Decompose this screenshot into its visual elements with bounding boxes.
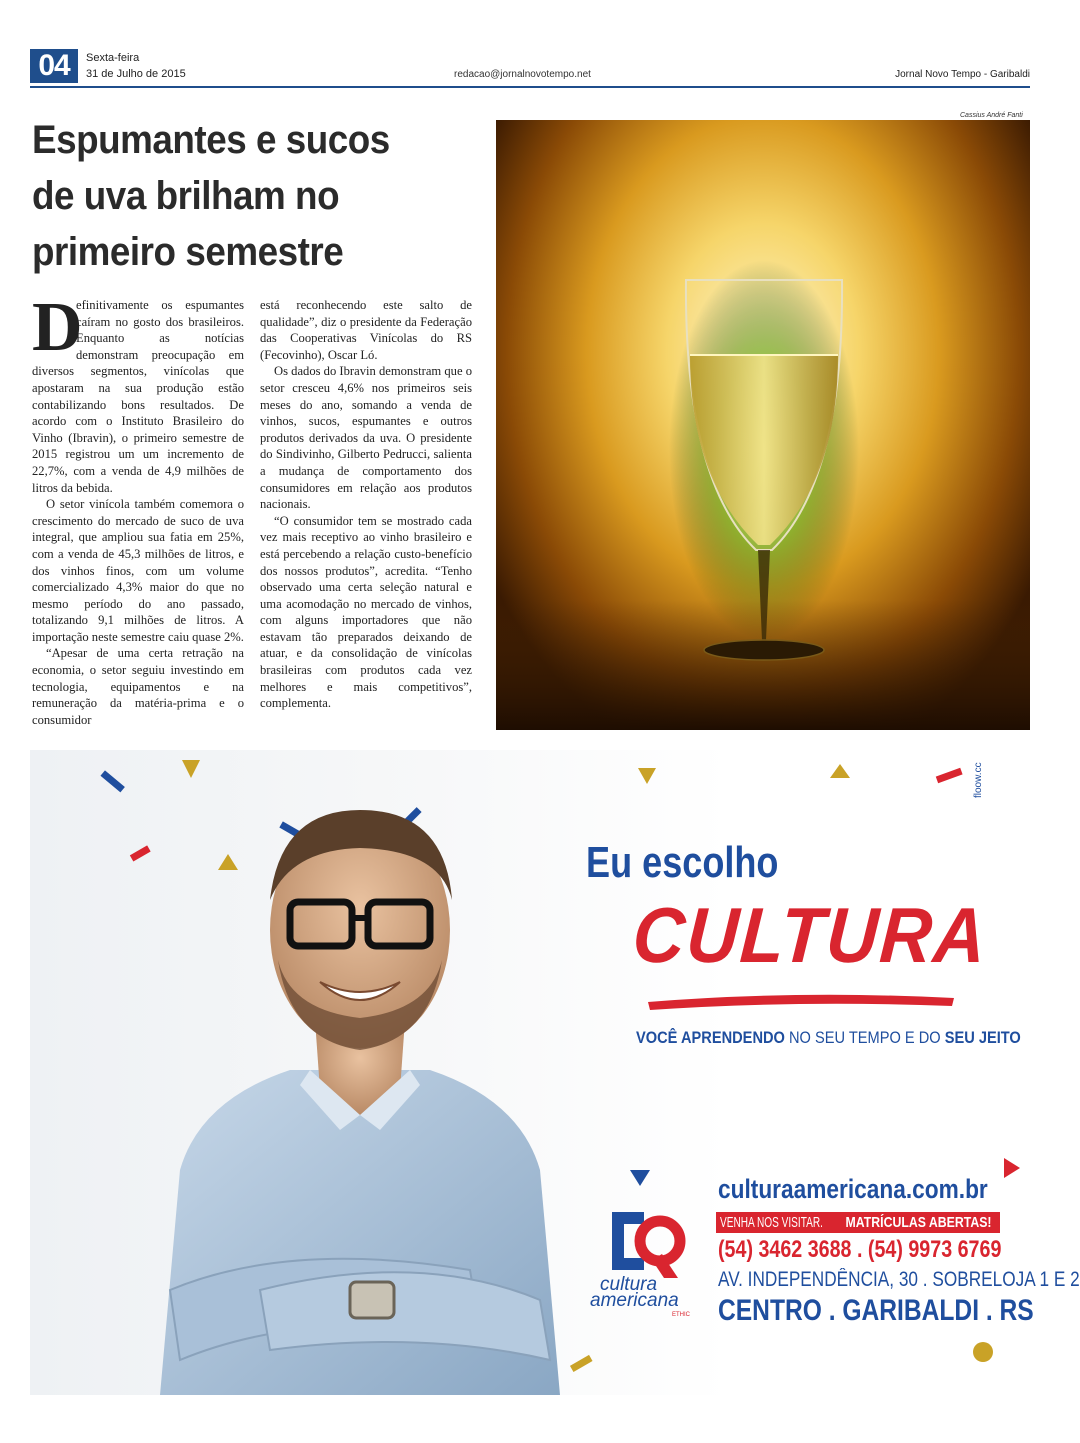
ad-city: CENTRO . GARIBALDI . RS bbox=[718, 1294, 1034, 1327]
logo-text: americana bbox=[590, 1290, 679, 1311]
ad-visit-banner bbox=[716, 1212, 1000, 1233]
champagne-glass-photo bbox=[496, 120, 1030, 730]
ad-tagline bbox=[636, 1028, 1021, 1048]
header-paper-name: Jornal Novo Tempo - Garibaldi bbox=[895, 69, 1030, 80]
article-paragraph: Os dados do Ibravin demonstram que o setor cresceu 4,6% nos primeiros seis meses do ano, somando a venda de vinhos, sucos, espumantes e outros produtos derivados da uva. O presidente do Sindivinho, Gilberto Pedrucci, salienta a mudança de comportamento dos consumidores em relação aos produtos nacionais. bbox=[260, 364, 472, 512]
article-paragraph: “Apesar de uma certa retração na economia, o setor seguiu investindo em tecnologia, equipamentos e na remuneração da matéria-prima e o consumidor bbox=[32, 646, 244, 727]
drop-cap: D bbox=[32, 289, 83, 366]
photo-credit: Cassius André Fanti bbox=[960, 112, 1023, 119]
tagline-part: NO SEU TEMPO E DO bbox=[784, 1028, 945, 1047]
logo-text: cultura bbox=[600, 1274, 658, 1295]
headline-line: de uva brilham no bbox=[32, 174, 340, 218]
article-paragraph: “O consumidor tem se mostrado cada vez mais receptivo ao vinho brasileiro e está percebendo a relação custo-benefício dos nossos produtos”, acredita. “Tenho observado uma certa seleção natural e uma acomodação no mercado de vinhos, com alguns importadores que não estavam tão preparados deixando de atuar, e da consolidação de vinícolas brasileiras com produtos cada vez melhores e mais competitivos”, complementa. bbox=[260, 513, 472, 711]
header-weekday: Sexta-feira bbox=[86, 52, 140, 64]
article-column-1 bbox=[32, 289, 244, 728]
smiling-man-photo bbox=[140, 770, 580, 1395]
header-rule bbox=[30, 86, 1030, 88]
tagline-part: SEU JEITO bbox=[944, 1028, 1021, 1047]
page-header bbox=[30, 46, 1030, 90]
champagne-glass-illustration bbox=[496, 120, 1030, 730]
agency-credit: floow.cc bbox=[973, 762, 984, 798]
logo-subtext: ETHIC bbox=[672, 1312, 690, 1318]
article-column-2 bbox=[260, 297, 472, 712]
headline-line: Espumantes e sucos bbox=[32, 118, 390, 162]
article-paragraph: está reconhecendo este salto de qualidade”, diz o presidente da Federação das Cooperativas Vinícolas do RS (Fecovinho), Oscar Ló. bbox=[260, 298, 472, 362]
ad-address: AV. INDEPENDÊNCIA, 30 . SOBRELOJA 1 E 2 bbox=[718, 1268, 1080, 1291]
ad-headline: Eu escolho bbox=[586, 838, 779, 887]
visit-text: MATRÍCULAS ABERTAS! bbox=[845, 1214, 992, 1231]
ad-website[interactable]: culturaamericana.com.br bbox=[718, 1174, 988, 1204]
cultura-americana-ad[interactable] bbox=[30, 750, 1080, 1395]
tagline-part: VOCÊ APRENDENDO bbox=[636, 1028, 785, 1047]
brush-underline bbox=[646, 990, 956, 1012]
article-paragraph: O setor vinícola também comemora o crescimento do mercado de suco de uva integral, que ampliou sua fatia em 25%, com a venda de 45,3 milhões de litros, e dos vinhos finos, com um volume comercializado 4,3% maior do que no mesmo período do ano passado, totalizando 9,1 milhões de litros. A importação neste semestre caiu quase 2%. bbox=[32, 497, 244, 644]
header-email[interactable]: redacao@jornalnovotempo.net bbox=[454, 69, 591, 80]
ad-brand-word: CULTURA bbox=[630, 891, 991, 979]
cultura-americana-logo-icon bbox=[604, 1208, 684, 1282]
header-date: 31 de Julho de 2015 bbox=[86, 68, 186, 80]
page-number: 04 bbox=[30, 49, 78, 83]
headline-line: primeiro semestre bbox=[32, 230, 344, 274]
visit-text: VENHA NOS VISITAR. bbox=[720, 1214, 823, 1231]
article-headline bbox=[32, 112, 437, 280]
article-paragraph: efinitivamente os espumantes caíram no gosto dos brasileiros. Enquanto as notícias demonstram preocupação em diversos segmentos, vinícolas que apostaram na sua produção estão contabilizando bons resultados. De acordo com o Instituto Brasileiro do Vinho (Ibravin), o primeiro semestre de 2015 registrou um um incremento de 22,7%, com a venda de 4,9 milhões de litros da bebida. bbox=[32, 298, 244, 495]
ad-phone-numbers[interactable]: (54) 3462 3688 . (54) 9973 6769 bbox=[718, 1236, 1002, 1263]
